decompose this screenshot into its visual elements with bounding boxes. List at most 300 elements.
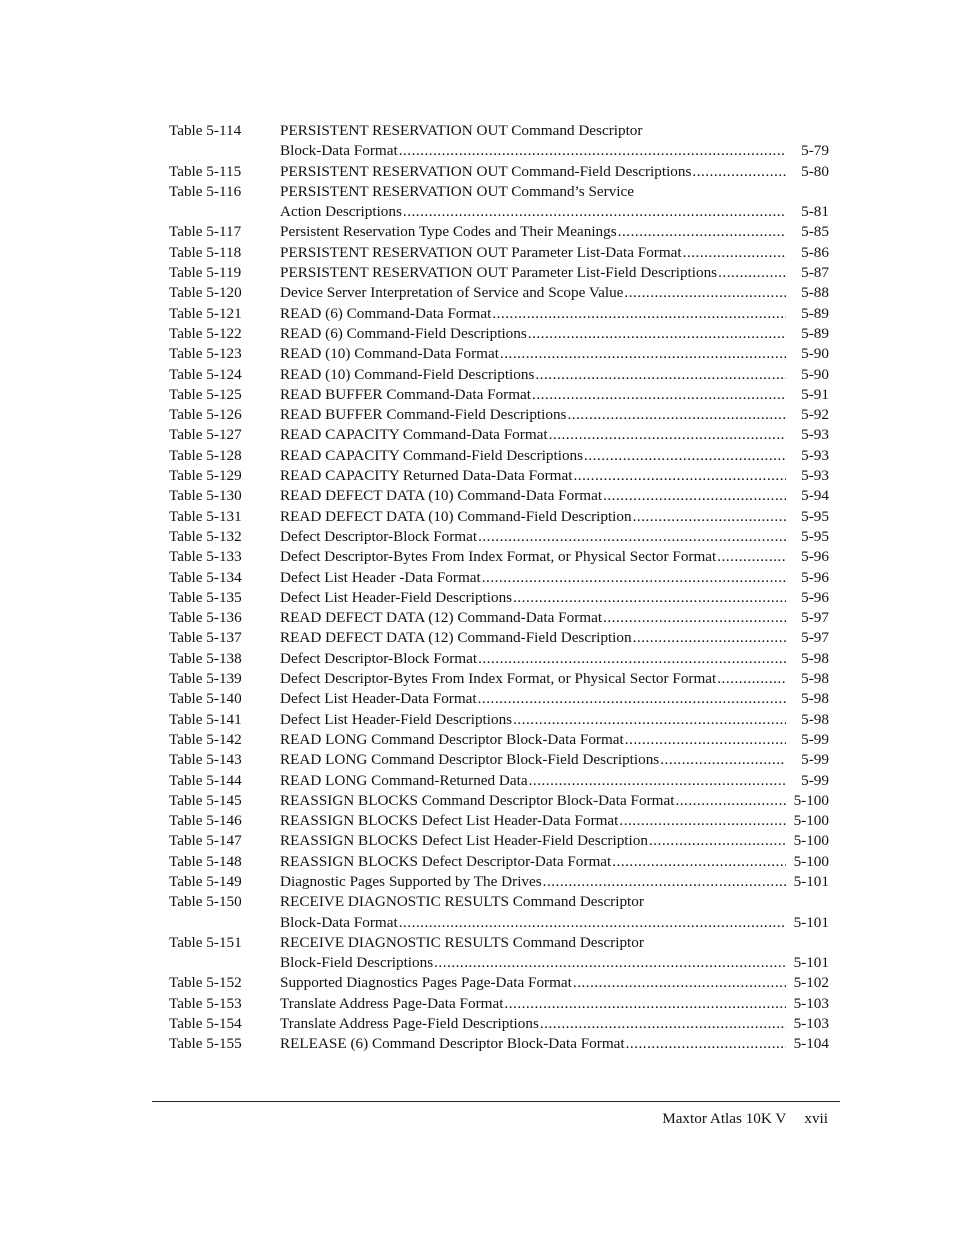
page-number: 5-93 xyxy=(801,426,829,444)
entry-line xyxy=(280,222,829,242)
toc-entry[interactable] xyxy=(169,588,829,608)
dot-leader xyxy=(603,608,786,628)
toc-entry[interactable] xyxy=(169,222,829,242)
entry-title: PERSISTENT RESERVATION OUT Command-Field Descriptions xyxy=(280,162,692,180)
table-number: Table 5-133 xyxy=(169,548,242,566)
toc-entry[interactable] xyxy=(169,304,829,324)
entry-line xyxy=(280,141,829,161)
dot-leader xyxy=(478,527,786,547)
table-number: Table 5-145 xyxy=(169,791,242,809)
entry-line xyxy=(280,649,829,669)
page-number: 5-90 xyxy=(801,365,829,383)
entry-line xyxy=(280,568,829,588)
dot-leader xyxy=(584,446,786,466)
table-number: Table 5-127 xyxy=(169,426,242,444)
page-number: 5-96 xyxy=(801,548,829,566)
table-number: Table 5-121 xyxy=(169,304,242,322)
dot-leader xyxy=(683,243,786,263)
entry-body xyxy=(280,811,829,831)
entry-title: Supported Diagnostics Pages Page-Data Format xyxy=(280,974,572,992)
entry-body xyxy=(280,872,829,892)
entry-line xyxy=(280,973,829,993)
toc-entry[interactable] xyxy=(169,425,829,445)
dot-leader xyxy=(482,568,786,588)
entry-line xyxy=(280,750,829,770)
page-number: 5-88 xyxy=(801,284,829,302)
entry-line xyxy=(280,304,829,324)
page-number: 5-101 xyxy=(793,872,829,890)
entry-line xyxy=(280,385,829,405)
table-number: Table 5-148 xyxy=(169,852,242,870)
page-number: 5-101 xyxy=(793,913,829,931)
entry-title: Device Server Interpretation of Service and Scope Value xyxy=(280,284,624,302)
toc-entry[interactable] xyxy=(169,486,829,506)
entry-title: Block-Data Format xyxy=(280,913,398,931)
footer-page-number: xvii xyxy=(804,1110,828,1127)
footer-title: Maxtor Atlas 10K V xyxy=(662,1110,787,1127)
entry-body xyxy=(280,608,829,628)
dot-leader xyxy=(624,283,786,303)
entry-line xyxy=(280,507,829,527)
toc-entry[interactable] xyxy=(169,730,829,750)
entry-title: RECEIVE DIAGNOSTIC RESULTS Command Descriptor xyxy=(280,893,644,911)
entry-line xyxy=(280,831,829,851)
entry-title: READ CAPACITY Command-Field Descriptions xyxy=(280,446,584,464)
entry-body xyxy=(280,263,829,283)
page-number: 5-94 xyxy=(801,487,829,505)
entry-body xyxy=(280,649,829,669)
entry-body xyxy=(280,669,829,689)
entry-body xyxy=(280,466,829,486)
toc-entry[interactable] xyxy=(169,994,829,1014)
toc-entry[interactable] xyxy=(169,324,829,344)
entry-body xyxy=(280,425,829,445)
page-number: 5-104 xyxy=(793,1035,829,1053)
toc-entry[interactable] xyxy=(169,547,829,567)
dot-leader xyxy=(528,324,786,344)
entry-line xyxy=(280,1034,829,1054)
entry-title: PERSISTENT RESERVATION OUT Command’s Service xyxy=(280,182,635,200)
entry-title: Translate Address Page-Data Format xyxy=(280,994,504,1012)
entry-body xyxy=(280,750,829,770)
entry-body xyxy=(280,831,829,851)
toc-entry[interactable] xyxy=(169,710,829,730)
entry-line xyxy=(280,953,829,973)
page-number: 5-100 xyxy=(793,852,829,870)
table-number: Table 5-132 xyxy=(169,527,242,545)
entry-line xyxy=(280,527,829,547)
entry-line xyxy=(280,466,829,486)
page-number: 5-80 xyxy=(801,162,829,180)
entry-line xyxy=(280,263,829,283)
table-number: Table 5-143 xyxy=(169,751,242,769)
dot-leader xyxy=(612,852,786,872)
toc-entry[interactable] xyxy=(169,263,829,283)
toc-entry[interactable] xyxy=(169,689,829,709)
entry-line xyxy=(280,730,829,750)
dot-leader xyxy=(403,202,786,222)
dot-leader xyxy=(718,263,786,283)
entry-title: READ LONG Command Descriptor Block-Field Descriptions xyxy=(280,751,660,769)
dot-leader xyxy=(603,486,786,506)
table-number: Table 5-154 xyxy=(169,1015,242,1033)
dot-leader xyxy=(399,913,786,933)
entry-line xyxy=(280,1014,829,1034)
dot-leader xyxy=(549,425,786,445)
entry-title: READ DEFECT DATA (12) Command-Data Format xyxy=(280,609,603,627)
entry-body xyxy=(280,446,829,466)
entry-body xyxy=(280,507,829,527)
toc-entry[interactable] xyxy=(169,446,829,466)
table-number: Table 5-114 xyxy=(169,122,242,139)
entry-line xyxy=(280,689,829,709)
entry-title: READ DEFECT DATA (10) Command-Field Description xyxy=(280,507,632,525)
entry-line xyxy=(280,547,829,567)
page-number: 5-100 xyxy=(793,791,829,809)
entry-body xyxy=(280,405,829,425)
entry-body xyxy=(280,568,829,588)
entry-line xyxy=(280,933,829,953)
table-number: Table 5-153 xyxy=(169,994,242,1012)
entry-line xyxy=(280,486,829,506)
toc-entry[interactable] xyxy=(169,344,829,364)
entry-body xyxy=(280,365,829,385)
toc-entry[interactable] xyxy=(169,831,829,851)
table-number: Table 5-152 xyxy=(169,974,242,992)
entry-line xyxy=(280,405,829,425)
page-number: 5-87 xyxy=(801,264,829,282)
page-number: 5-81 xyxy=(801,203,829,221)
toc-entry[interactable] xyxy=(169,669,829,689)
toc-entry[interactable] xyxy=(169,608,829,628)
entry-title: READ (10) Command-Data Format xyxy=(280,345,499,363)
table-number: Table 5-140 xyxy=(169,690,242,708)
table-number: Table 5-138 xyxy=(169,649,242,667)
dot-leader xyxy=(535,365,786,385)
entry-title: Defect Descriptor-Block Format xyxy=(280,527,478,545)
page-number: 5-98 xyxy=(801,649,829,667)
toc-entry[interactable] xyxy=(169,649,829,669)
entry-body xyxy=(280,222,829,242)
entry-line xyxy=(280,892,829,912)
toc-entry[interactable] xyxy=(169,628,829,648)
page-number: 5-99 xyxy=(801,730,829,748)
entry-body xyxy=(280,973,829,993)
table-number: Table 5-118 xyxy=(169,243,242,261)
dot-leader xyxy=(625,730,786,750)
dot-leader xyxy=(649,831,786,851)
table-number: Table 5-128 xyxy=(169,446,242,464)
entry-line xyxy=(280,994,829,1014)
toc-entry[interactable] xyxy=(169,162,829,182)
table-number: Table 5-144 xyxy=(169,771,242,789)
toc-entry[interactable] xyxy=(169,243,829,263)
toc-entry[interactable] xyxy=(169,872,829,892)
entry-body xyxy=(280,933,829,974)
toc-entry[interactable] xyxy=(169,527,829,547)
entry-body xyxy=(280,486,829,506)
entry-line xyxy=(280,811,829,831)
entry-body xyxy=(280,304,829,324)
dot-leader xyxy=(633,507,786,527)
entry-title: READ (6) Command-Field Descriptions xyxy=(280,324,527,342)
dot-leader xyxy=(540,1014,786,1034)
entry-body xyxy=(280,852,829,872)
page-number: 5-96 xyxy=(801,568,829,586)
entry-title: READ DEFECT DATA (12) Command-Field Description xyxy=(280,629,632,647)
entry-title: PERSISTENT RESERVATION OUT Parameter List-Field Descriptions xyxy=(280,264,718,282)
entry-title: Defect Descriptor-Block Format xyxy=(280,649,478,667)
toc-entry[interactable] xyxy=(169,507,829,527)
toc-entry[interactable] xyxy=(169,466,829,486)
table-number: Table 5-146 xyxy=(169,812,242,830)
entry-title: READ CAPACITY Command-Data Format xyxy=(280,426,548,444)
entry-title: Defect List Header-Field Descriptions xyxy=(280,710,513,728)
page-footer xyxy=(662,1110,828,1128)
page-number: 5-79 xyxy=(801,142,829,160)
entry-body xyxy=(280,1014,829,1034)
table-number: Table 5-122 xyxy=(169,324,242,342)
table-number: Table 5-150 xyxy=(169,893,242,911)
toc-entry[interactable] xyxy=(169,365,829,385)
toc-entry[interactable] xyxy=(169,973,829,993)
entry-body xyxy=(280,182,829,223)
entry-line xyxy=(280,669,829,689)
dot-leader xyxy=(504,994,786,1014)
page-number: 5-93 xyxy=(801,446,829,464)
entry-line xyxy=(280,628,829,648)
page-number: 5-97 xyxy=(801,609,829,627)
toc-entry[interactable] xyxy=(169,771,829,791)
table-number: Table 5-134 xyxy=(169,568,242,586)
entry-line xyxy=(280,872,829,892)
page-number: 5-96 xyxy=(801,588,829,606)
dot-leader xyxy=(529,771,786,791)
table-number: Table 5-131 xyxy=(169,507,242,525)
dot-leader xyxy=(660,750,786,770)
table-number: Table 5-135 xyxy=(169,588,242,606)
table-number: Table 5-139 xyxy=(169,670,242,688)
dot-leader xyxy=(717,547,786,567)
dot-leader xyxy=(532,385,786,405)
entry-body xyxy=(280,628,829,648)
entry-body xyxy=(280,527,829,547)
entry-body xyxy=(280,547,829,567)
page-number: 5-100 xyxy=(793,832,829,850)
entry-body xyxy=(280,283,829,303)
page-number: 5-99 xyxy=(801,771,829,789)
page-number: 5-89 xyxy=(801,324,829,342)
entry-line xyxy=(280,202,829,222)
toc-entry[interactable] xyxy=(169,182,829,223)
table-number: Table 5-123 xyxy=(169,345,242,363)
entry-body xyxy=(280,791,829,811)
dot-leader xyxy=(513,588,786,608)
entry-title: Block-Data Format xyxy=(280,142,398,160)
entry-title: REASSIGN BLOCKS Command Descriptor Block-Data Format xyxy=(280,791,675,809)
toc-entry[interactable] xyxy=(169,933,829,974)
entry-title: READ BUFFER Command-Field Descriptions xyxy=(280,406,567,424)
entry-body xyxy=(280,588,829,608)
page-number: 5-101 xyxy=(793,954,829,972)
entry-title: READ BUFFER Command-Data Format xyxy=(280,385,532,403)
entry-line xyxy=(280,365,829,385)
entry-body xyxy=(280,771,829,791)
entry-title: Block-Field Descriptions xyxy=(280,954,434,972)
table-number: Table 5-130 xyxy=(169,487,242,505)
entry-body xyxy=(280,324,829,344)
dot-leader xyxy=(675,791,786,811)
page-number: 5-97 xyxy=(801,629,829,647)
table-number: Table 5-115 xyxy=(169,162,242,180)
table-number: Table 5-116 xyxy=(169,182,242,200)
dot-leader xyxy=(478,689,786,709)
entry-line xyxy=(280,608,829,628)
page-number: 5-102 xyxy=(793,974,829,992)
toc-entry[interactable] xyxy=(169,892,829,933)
table-number: Table 5-142 xyxy=(169,730,242,748)
page-number: 5-91 xyxy=(801,385,829,403)
dot-leader xyxy=(717,669,786,689)
entry-line xyxy=(280,344,829,364)
page-number: 5-103 xyxy=(793,994,829,1012)
entry-title: Persistent Reservation Type Codes and Their Meanings xyxy=(280,223,617,241)
page-number: 5-100 xyxy=(793,812,829,830)
dot-leader xyxy=(619,811,786,831)
page-number: 5-98 xyxy=(801,690,829,708)
table-number: Table 5-124 xyxy=(169,365,242,383)
entry-line xyxy=(280,913,829,933)
dot-leader xyxy=(626,1034,786,1054)
entry-title: READ (6) Command-Data Format xyxy=(280,304,492,322)
entry-body xyxy=(280,162,829,182)
table-number: Table 5-155 xyxy=(169,1035,242,1053)
entry-title: READ LONG Command Descriptor Block-Data Format xyxy=(280,730,624,748)
entry-line xyxy=(280,771,829,791)
table-number: Table 5-151 xyxy=(169,933,242,951)
toc-entry[interactable] xyxy=(169,1034,829,1054)
dot-leader xyxy=(500,344,786,364)
entry-title: READ (10) Command-Field Descriptions xyxy=(280,365,535,383)
entry-body xyxy=(280,892,829,933)
entry-body xyxy=(280,994,829,1014)
toc-entry[interactable] xyxy=(169,283,829,303)
entry-title: REASSIGN BLOCKS Defect List Header-Data Format xyxy=(280,812,619,830)
entry-body xyxy=(280,243,829,263)
page-number: 5-98 xyxy=(801,670,829,688)
entry-title: Translate Address Page-Field Descriptions xyxy=(280,1015,539,1033)
page-number: 5-95 xyxy=(801,527,829,545)
entry-title: Defect Descriptor-Bytes From Index Format, or Physical Sector Format xyxy=(280,548,717,566)
entry-title: Action Descriptions xyxy=(280,203,402,221)
toc-entry[interactable] xyxy=(169,852,829,872)
entry-line xyxy=(280,162,829,182)
entry-body xyxy=(280,710,829,730)
dot-leader xyxy=(633,628,786,648)
entry-line xyxy=(280,243,829,263)
entry-line xyxy=(280,324,829,344)
dot-leader xyxy=(478,649,786,669)
entry-body xyxy=(280,344,829,364)
toc-entry[interactable] xyxy=(169,405,829,425)
dot-leader xyxy=(618,222,786,242)
page-number: 5-99 xyxy=(801,751,829,769)
entry-body xyxy=(280,1034,829,1054)
entry-body xyxy=(280,689,829,709)
table-number: Table 5-149 xyxy=(169,872,242,890)
table-number: Table 5-141 xyxy=(169,710,242,728)
dot-leader xyxy=(567,405,786,425)
dot-leader xyxy=(434,953,786,973)
entry-line xyxy=(280,182,829,202)
toc-entry[interactable] xyxy=(169,385,829,405)
page-number: 5-86 xyxy=(801,243,829,261)
toc-entry[interactable] xyxy=(169,121,829,162)
dot-leader xyxy=(543,872,786,892)
table-number: Table 5-147 xyxy=(169,832,242,850)
page-number: 5-98 xyxy=(801,710,829,728)
entry-line xyxy=(280,425,829,445)
dot-leader xyxy=(513,710,786,730)
entry-title: Diagnostic Pages Supported by The Drives xyxy=(280,872,542,890)
entry-line xyxy=(280,588,829,608)
table-number: Table 5-117 xyxy=(169,223,242,241)
entry-line xyxy=(280,446,829,466)
entry-title: REASSIGN BLOCKS Defect List Header-Field Description xyxy=(280,832,648,850)
entry-line xyxy=(280,710,829,730)
entry-title: RECEIVE DIAGNOSTIC RESULTS Command Descriptor xyxy=(280,933,644,951)
entry-title: READ LONG Command-Returned Data xyxy=(280,771,528,789)
table-number: Table 5-119 xyxy=(169,264,242,282)
entry-body xyxy=(280,385,829,405)
entry-title: Defect List Header -Data Format xyxy=(280,568,481,586)
toc-entry[interactable] xyxy=(169,750,829,770)
page-number: 5-103 xyxy=(793,1015,829,1033)
page-number: 5-90 xyxy=(801,345,829,363)
table-number: Table 5-126 xyxy=(169,406,242,424)
dot-leader xyxy=(492,304,786,324)
entry-title: READ DEFECT DATA (10) Command-Data Format xyxy=(280,487,603,505)
entry-title: Defect List Header-Field Descriptions xyxy=(280,588,513,606)
page-number: 5-89 xyxy=(801,304,829,322)
toc-entry[interactable] xyxy=(169,811,829,831)
page-number: 5-93 xyxy=(801,467,829,485)
toc-entry[interactable] xyxy=(169,568,829,588)
toc-entry[interactable] xyxy=(169,791,829,811)
entry-title: REASSIGN BLOCKS Defect Descriptor-Data Format xyxy=(280,852,612,870)
entry-title: RELEASE (6) Command Descriptor Block-Data Format xyxy=(280,1035,625,1053)
entry-line xyxy=(280,283,829,303)
entry-body xyxy=(280,121,829,162)
dot-leader xyxy=(573,466,786,486)
table-number: Table 5-136 xyxy=(169,609,242,627)
entry-line xyxy=(280,791,829,811)
table-number: Table 5-129 xyxy=(169,467,242,485)
toc-entry[interactable] xyxy=(169,1014,829,1034)
dot-leader xyxy=(692,162,786,182)
entry-line xyxy=(280,121,829,141)
table-number: Table 5-120 xyxy=(169,284,242,302)
dot-leader xyxy=(573,973,786,993)
page-number: 5-92 xyxy=(801,406,829,424)
entry-title: Defect List Header-Data Format xyxy=(280,690,477,708)
entry-line xyxy=(280,852,829,872)
page-number: 5-85 xyxy=(801,223,829,241)
dot-leader xyxy=(399,141,786,161)
table-of-tables xyxy=(169,121,829,1055)
entry-title: PERSISTENT RESERVATION OUT Command Descriptor xyxy=(280,122,643,139)
entry-title: Defect Descriptor-Bytes From Index Format, or Physical Sector Format xyxy=(280,670,717,688)
